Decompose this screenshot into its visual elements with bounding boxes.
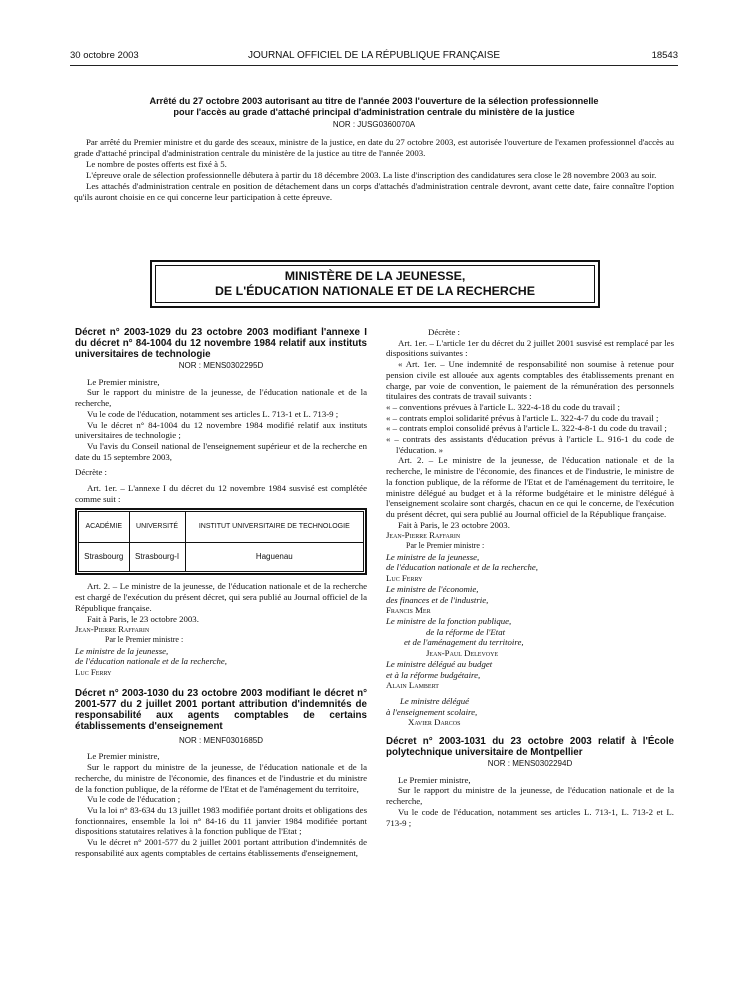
minister-title: Le ministre de la jeunesse, xyxy=(386,551,480,562)
decree-para: Vu le décret n° 2001-577 du 2 juillet 2001 portant attribution d'indemnités de responsabilité aux agents comptables de certains établissements d'enseignement, xyxy=(75,837,367,858)
decree-para: Le Premier ministre, xyxy=(87,751,160,762)
minister-title: des finances et de l'industrie, xyxy=(386,594,489,605)
decree-1031-nor: NOR : MENS0302294D xyxy=(487,759,573,769)
article-1-quote: « Art. 1er. – Une indemnité de responsabilité non soumise à retenue pour pension civile est allouée aux agents comptables des établissements prenant en charge, par voie de convention, le paiement de la rémunération des personnels titulaires des contrats de travail suivants : xyxy=(386,359,674,402)
decree-1029-title: Décret n° 2003-1029 du 23 octobre 2003 modifiant l'annexe I du décret n° 84-1004 du 12 novembre 1984 relatif aux instituts universitaires de technologie xyxy=(75,327,367,360)
decree-1030-title: Décret n° 2003-1030 du 23 octobre 2003 modifiant le décret n° 2001-577 du 2 juillet 2001 portant attribution d'indemnités de responsabilité aux agents comptables de certains établissements d'enseignement xyxy=(75,687,367,732)
minister-title: et à la réforme budgétaire, xyxy=(386,669,481,680)
decree-1030-nor: NOR : MENF0301685D xyxy=(178,735,264,745)
decree-para: Vu le code de l'éducation ; xyxy=(87,794,181,805)
ministry-line-1: MINISTÈRE DE LA JEUNESSE, xyxy=(284,269,466,283)
journal-title: JOURNAL OFFICIEL DE LA RÉPUBLIQUE FRANÇAISE xyxy=(247,50,501,61)
decree-1029-nor: NOR : MENS0302295D xyxy=(178,361,264,370)
list-item: « – contrats emploi solidarité prévus à l'article L. 322-4-7 du code du travail ; xyxy=(386,412,659,423)
list-item: « – conventions prévues à l'article L. 322-4-18 du code du travail ; xyxy=(386,401,620,412)
minister-title: Le ministre de la jeunesse, xyxy=(75,645,169,656)
signer-name: Jean-Pierre Raffarin xyxy=(75,624,150,635)
minister-title: à l'enseignement scolaire, xyxy=(386,706,478,717)
header-rule xyxy=(70,65,678,66)
table-header-cell: UNIVERSITÉ xyxy=(129,512,185,543)
header-date: 30 octobre 2003 xyxy=(70,50,139,61)
arrete-nor: NOR : JUSG0360070A xyxy=(332,120,416,129)
contract-list xyxy=(386,402,674,456)
article-2: Art. 2. – Le ministre de la jeunesse, de l'éducation nationale et de la recherche est chargé de l'exécution du présent décret, qui sera publié au Journal officiel de la République française. xyxy=(75,581,367,613)
decree-para: Vu l'avis du Conseil national de l'enseignement supérieur et de la recherche en date du 15 septembre 2003, xyxy=(75,440,367,462)
table-header-cell: ACADÉMIE xyxy=(79,512,130,543)
table-header-cell: INSTITUT UNIVERSITAIRE DE TECHNOLOGIE xyxy=(185,512,363,543)
minister-name: Alain Lambert xyxy=(386,680,439,691)
page-number: 18543 xyxy=(651,50,678,61)
arrete-para: Les attachés d'administration centrale en position de détachement dans un corps d'attachés d'administration centrale devront, avant cette date, faire connaître l'option qu'ils auront choisie en ce qui concerne leur participation à cette épreuve. xyxy=(74,181,674,202)
arrete-title-2: pour l'accès au grade d'attaché principal d'administration centrale du ministère de la justice xyxy=(173,107,575,117)
decrete-label: Décrète : xyxy=(428,327,460,337)
arrete-para: Par arrêté du Premier ministre et du garde des sceaux, ministre de la justice, en date du 27 octobre 2003, est autorisée l'ouverture de l'examen professionnel d'accès au grade d'attaché principal d'administration centrale du ministère de la justice au titre de l'année 2003. xyxy=(74,137,674,158)
iut-table-frame xyxy=(75,508,367,575)
arrete-justice xyxy=(74,96,674,203)
decree-para: Sur le rapport du ministre de la jeunesse, de l'éducation nationale et de la recherche, xyxy=(75,387,367,409)
minister-name: Luc Ferry xyxy=(75,667,112,678)
page-header xyxy=(70,50,678,66)
iut-table xyxy=(78,511,364,572)
table-cell: Strasbourg xyxy=(79,543,130,572)
arrete-title: Arrêté du 27 octobre 2003 autorisant au titre de l'année 2003 l'ouverture de la sélection professionnelle xyxy=(149,96,599,106)
minister-title: Le ministre de la fonction publique, xyxy=(386,615,512,626)
par-premier-ministre: Par le Premier ministre : xyxy=(105,634,184,644)
article-1: Art. 1er. – L'article 1er du décret du 2 juillet 2001 susvisé est remplacé par les dispositions suivantes : xyxy=(386,337,674,359)
minister-title: de la réforme de l'Etat xyxy=(426,626,506,637)
right-column xyxy=(386,327,674,828)
minister-name: Luc Ferry xyxy=(386,573,423,584)
table-row xyxy=(79,543,364,572)
arrete-para: L'épreuve orale de sélection professionnelle débutera à partir du 18 décembre 2003. La liste d'inscription des candidatures sera close le 28 novembre 2003 au soir. xyxy=(86,170,657,180)
ministry-line-2: DE L'ÉDUCATION NATIONALE ET DE LA RECHERCHE xyxy=(214,284,536,298)
decree-para: Sur le rapport du ministre de la jeunesse, de l'éducation nationale et de la recherche, xyxy=(386,785,674,807)
fait-a-paris: Fait à Paris, le 23 octobre 2003. xyxy=(87,613,199,624)
table-cell: Haguenau xyxy=(185,543,363,572)
table-cell: Strasbourg-I xyxy=(129,543,185,572)
minister-name: Xavier Darcos xyxy=(408,717,461,728)
decree-para: Vu le code de l'éducation, notamment ses articles L. 713-1 et L. 713-9 ; xyxy=(87,408,339,419)
minister-title: de l'éducation nationale et de la recherche, xyxy=(75,656,227,667)
arrete-para: Le nombre de postes offerts est fixé à 5. xyxy=(86,159,227,169)
minister-title: Le ministre délégué au budget xyxy=(386,658,493,669)
minister-title: de l'éducation nationale et de la recherche, xyxy=(386,562,538,573)
fait-a-paris: Fait à Paris, le 23 octobre 2003. xyxy=(398,519,510,530)
decree-para: Le Premier ministre, xyxy=(398,774,471,785)
list-item: « – contrats emploi consolidé prévus à l'article L. 322-4-8-1 du code du travail ; xyxy=(386,423,667,434)
decree-1031-title: Décret n° 2003-1031 du 23 octobre 2003 relatif à l'École polytechnique universitaire de Montpellier xyxy=(386,736,674,759)
decree-para: Vu la loi n° 83-634 du 13 juillet 1983 modifiée portant droits et obligations des fonctionnaires, ensemble la loi n° 84-16 du 11 janvier 1984 modifiée portant dispositions statutaires relatives à la fonction publique de l'Etat ; xyxy=(75,804,367,837)
decree-para: Vu le code de l'éducation, notamment ses articles L. 713-1, L. 713-2 et L. 713-9 ; xyxy=(386,806,674,828)
ministry-heading-box xyxy=(150,260,600,308)
minister-name: Jean-Paul Delevoye xyxy=(426,648,499,659)
table-header-row xyxy=(79,512,364,543)
article-1: Art. 1er. – L'annexe I du décret du 12 novembre 1984 susvisé est complétée comme suit : xyxy=(75,483,367,504)
minister-title: et de l'aménagement du territoire, xyxy=(404,637,524,648)
decree-para: Vu le décret n° 84-1004 du 12 novembre 1984 modifié relatif aux instituts universitaires de technologie ; xyxy=(75,419,367,441)
minister-title: Le ministre de l'économie, xyxy=(386,583,479,594)
decree-para: Le Premier ministre, xyxy=(87,376,160,387)
left-column xyxy=(75,327,367,859)
list-item: « – contrats des assistants d'éducation prévus à l'article L. 916-1 du code de l'éducation. » xyxy=(386,434,674,455)
minister-title: Le ministre délégué xyxy=(400,695,470,706)
decree-para: Sur le rapport du ministre de la jeunesse, de l'éducation nationale et de la recherche, du ministre de l'économie, des finances et de l'industrie et du ministre de la fonction publique, de la réforme de l'Etat et de l'aménagement du territoire, xyxy=(75,762,367,794)
decrete-label: Décrète : xyxy=(75,467,107,478)
par-premier-ministre: Par le Premier ministre : xyxy=(406,541,485,551)
minister-name: Francis Mer xyxy=(386,605,431,616)
signer-name: Jean-Pierre Raffarin xyxy=(386,530,461,541)
article-2: Art. 2. – Le ministre de la jeunesse, de l'éducation nationale et de la recherche, le ministre de l'économie, des finances et de l'industrie, le ministre de la fonction publique, de la réforme de l'Etat et de l'aménagement du territoire, le ministre délégué au budget et à la réforme budgétaire et le ministre délégué à l'enseignement scolaire sont chargés, chacun en ce qui le concerne, de l'exécution du présent décret, qui sera publié au Journal officiel de la République française. xyxy=(386,455,674,519)
